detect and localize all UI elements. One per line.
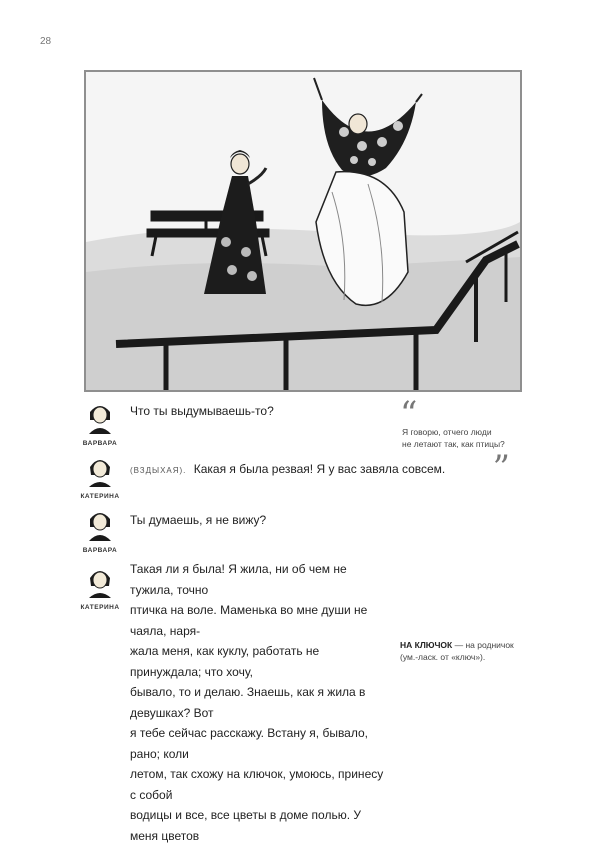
dialogue-text: Ты думаешь, я не вижу? <box>130 513 267 527</box>
quote-line: не летают так, как птицы? <box>402 439 505 449</box>
glossary-note <box>400 639 520 663</box>
speaker-name: ВАРВАРА <box>82 440 118 447</box>
dialogue-text: Что ты выдумываешь-то? <box>130 404 274 418</box>
monologue-line: летом, так схожу на ключок, умоюсь, принесу с собой <box>130 767 384 802</box>
speaker-katerina <box>78 451 122 500</box>
monologue-line: я тебе сейчас расскажу. Встану я, бывало, рано; коли <box>130 726 369 761</box>
stage-direction: (ВЗДЫХАЯ). <box>130 466 187 475</box>
quote-line: Я говорю, отчего люди <box>402 427 492 437</box>
illustration <box>84 70 522 392</box>
gloss-line2: (ум.-ласк. от «ключ»). <box>400 652 486 662</box>
illustration-drawing <box>86 72 520 390</box>
monologue <box>130 559 392 846</box>
speaker-name: КАТЕРИНА <box>80 604 120 611</box>
varvara-portrait-icon <box>83 505 117 541</box>
quote-text <box>402 426 510 450</box>
monologue-line: птичка на воле. Маменька во мне души не чаяла, наря- <box>130 603 368 638</box>
varvara-portrait-icon <box>83 398 117 434</box>
speaker-katerina <box>78 562 122 611</box>
gloss-definition: — на родничок <box>452 640 514 650</box>
open-quote-icon: “ <box>400 394 418 434</box>
speaker-varvara <box>78 505 122 554</box>
speaker-name: КАТЕРИНА <box>80 493 120 500</box>
close-quote-icon: ” <box>492 448 510 488</box>
katerina-portrait-icon <box>83 562 117 598</box>
speaker-varvara <box>78 398 122 447</box>
monologue-line: жала меня, как куклу, работать не принуждала; что хочу, <box>130 644 320 679</box>
monologue-line: Такая ли я была! Я жила, ни об чем не тужила, точно <box>130 562 347 597</box>
dialogue-line <box>130 402 274 420</box>
speaker-name: ВАРВАРА <box>82 547 118 554</box>
monologue-line: бывало, то и делаю. Знаешь, как я жила в девушках? Вот <box>130 685 366 720</box>
monologue-line: водицы и все, все цветы в доме полью. У меня цветов <box>130 808 361 843</box>
page-number: 28 <box>40 36 52 47</box>
gloss-term: НА КЛЮЧОК <box>400 640 453 650</box>
dialogue-line <box>130 511 266 529</box>
dialogue-line <box>130 460 445 480</box>
katerina-portrait-icon <box>83 451 117 487</box>
pull-quote <box>400 394 510 488</box>
dialogue-text: Какая я была резвая! Я у вас завяла совсем. <box>193 462 446 476</box>
